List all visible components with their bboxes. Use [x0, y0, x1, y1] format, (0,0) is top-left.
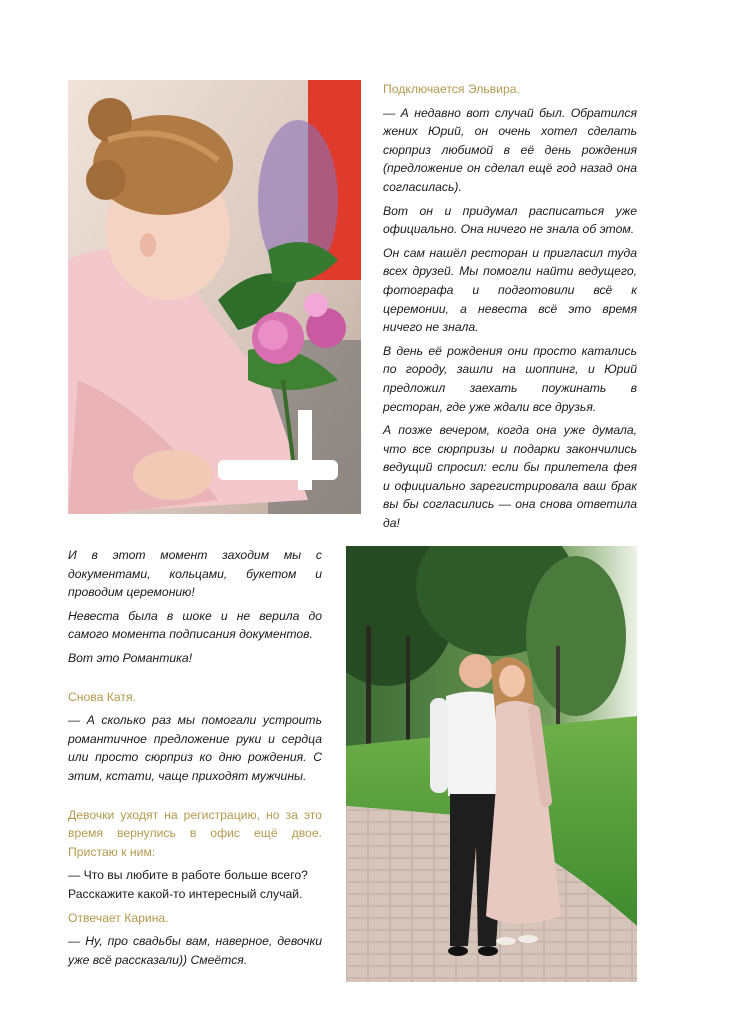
narration: Девочки уходят на регистрацию, но за это время вернулись в офис ещё двое. Пристаю к ним: [68, 807, 322, 859]
paragraph: И в этот момент заходим мы с документами, кольцами, букетом и проводим церемонию! [68, 548, 322, 600]
couple-in-park-image [346, 546, 637, 982]
paragraph: Он сам нашёл ресторан и пригласил туда всех друзей. Мы помогли найти ведущего, фотографа и подготовили всё к церемонии, а невеста всё это время ничего не знала. [383, 245, 637, 335]
paragraph: Вот это Романтика! [68, 650, 193, 665]
speaker-katya: Снова Катя. [68, 689, 136, 704]
left-column-text [68, 546, 322, 974]
paragraph: А позже вечером, когда она уже думала, что все сюрпризы и подарки закончились ведущий спросил: если бы прилетела фея и официально зарегистрировала ваш брак вы бы согласились — она снова ответила да! [383, 423, 637, 531]
girl-with-flowers-image [68, 80, 361, 514]
question: — Что вы любите в работе больше всего? Расскажите какой-то интересный случай. [68, 868, 308, 901]
paragraph: — А недавно вот случай был. Обратился жених Юрий, он очень хотел сделать сюрприз любимой в её день рождения (предложение он сделал ещё год назад она согласилась). [383, 105, 637, 194]
paragraph: В день её рождения они просто катались по городу, зашли на шоппинг, и Юрий предложил заехать поужинать в ресторан, где уже ждали все друзья. [383, 343, 637, 414]
paragraph: Невеста была в шоке и не верила до самого момента подписания документов. [68, 608, 322, 642]
speaker-karina: Отвечает Карина. [68, 910, 169, 925]
katya-quote: — А сколько раз мы помогали устроить романтичное предложение руки и сердца или просто сюрприз ко дню рождения. С этим, кстати, чаще приходят мужчины. [68, 713, 322, 783]
photo-girl-with-flowers [68, 80, 361, 514]
paragraph: Вот он и придумал расписаться уже официально. Она ничего не знала об этом. [383, 203, 637, 237]
photo-couple-in-park [346, 546, 637, 982]
right-column-text [383, 80, 637, 538]
karina-quote: — Ну, про свадьбы вам, наверное, девочки уже всё рассказали)) Смеётся. [68, 934, 322, 967]
speaker-elvira: Подключается Эльвира. [383, 82, 520, 96]
